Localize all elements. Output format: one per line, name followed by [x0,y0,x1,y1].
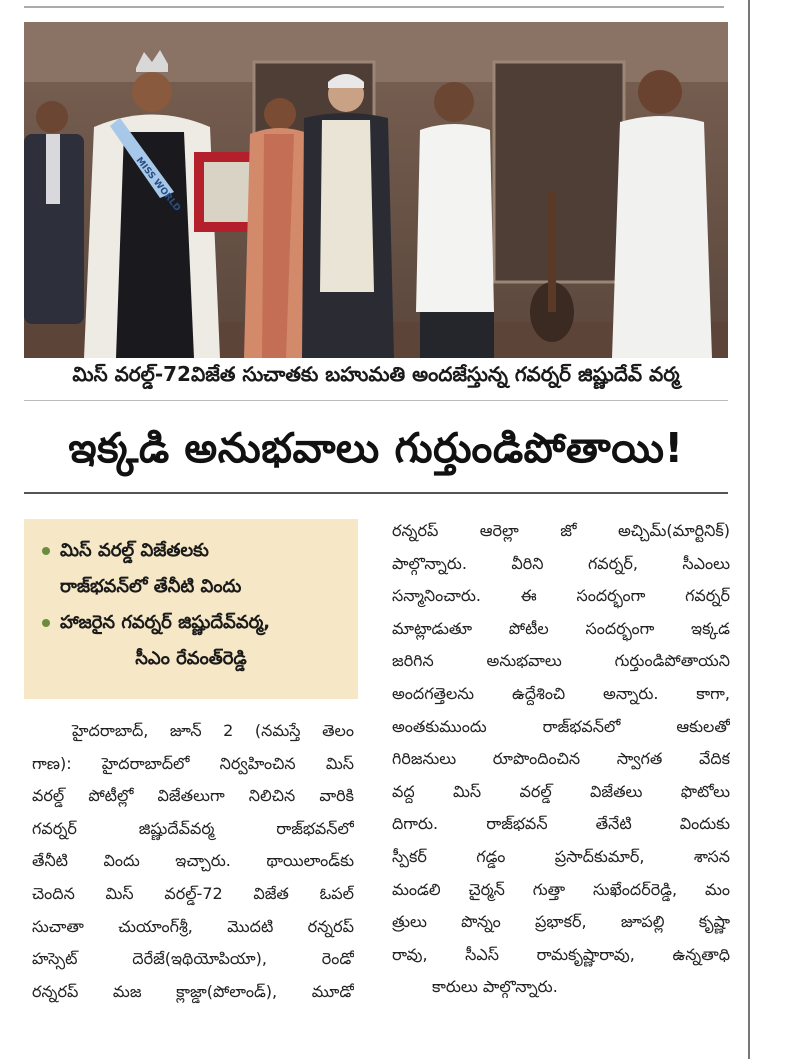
body-line: వద్ద మిస్ వరల్డ్ విజేతలు ఫొటోలు [392,781,730,801]
bullet-icon [42,619,50,627]
highlight-line: రాజ్‌భవన్‌లో తేనీటి విందు [60,576,242,597]
body-line: గాణ): హైదరాబాద్‌లో నిర్వహించిన మిస్ [32,753,354,773]
headline: ఇక్కడి అనుభవాలు గుర్తుండిపోతాయి! [68,424,684,472]
body-line: రన్నరప్ మజ క్లాజ్డా(పోలాండ్), మూడో [32,981,354,1001]
news-photo [24,22,728,358]
body-line: సుచాతా చుయాంగ్‌శ్రీ, మొదటి రన్నరప్ [32,916,354,936]
bullet-icon [42,547,50,555]
body-line: హస్సెట్ దెరేజే(ఇథియోపియా), రెండో [32,949,354,969]
body-line: అందగత్తెలను ఉద్దేశించి అన్నారు. కాగా, [392,683,730,703]
body-line: జరిగిన అనుభవాలు గుర్తుండిపోతాయని [392,651,730,671]
body-line: కారులు పాల్గొన్నారు. [432,977,558,997]
body-line: తేనీటి విందు ఇచ్చారు. థాయిలాండ్‌కు [32,851,354,871]
article-column-right [392,515,730,1004]
body-line: రావు, సీఎస్ రామకృష్ణారావు, ఉన్నతాధి [392,944,730,964]
top-rule [24,6,724,8]
sash-text: MISS WORLD [133,155,182,214]
body-line: మండలి చైర్మన్ గుత్తా సుఖేందర్‌రెడ్డి, మం [392,879,730,899]
highlights-box [24,519,358,699]
headline-divider [24,492,728,494]
body-line: గవర్నర్ జిష్ణుదేవ్‌వర్మ రాజ్‌భవన్‌లో [32,818,354,838]
article-column-left [32,715,354,1008]
body-line: స్పీకర్ గడ్డం ప్రసాద్‌కుమార్, శాసన [392,846,730,866]
body-line: చెందిన మిస్ వరల్డ్-72 విజేత ఓపల్ [32,883,354,903]
body-line: దిగారు. రాజ్‌భవన్ తేనేటి విందుకు [392,814,730,834]
highlight-line: హాజరైన గవర్నర్ జిష్ణుదేవ్‌వర్మ, [60,612,271,633]
body-line: అంతకుముందు రాజ్‌భవన్‌లో ఆకులతో [392,716,730,736]
body-line: పాల్గొన్నారు. వీరిని గవర్నర్, సీఎంలు [392,553,730,573]
column-rule [748,0,750,1059]
photo-caption: మిస్ వరల్డ్-72విజేత సుచాతకు బహుమతి అందజేస్తున్న గవర్నర్ జిష్ణుదేవ్ వర్మ [72,362,680,386]
body-line: మాట్లాడుతూ పోటీల సందర్భంగా ఇక్కడ [392,618,730,638]
body-line: హైదరాబాద్, జూన్ 2 (నమస్తే తెలం [72,721,354,740]
body-line: గిరిజనులు రూపొందించిన స్వాగత వేదిక [392,749,730,769]
caption-divider [24,400,728,401]
highlight-item [34,605,348,677]
highlight-item [34,533,348,605]
body-line: వరల్డ్ పోటీల్లో విజేతలుగా నిలిచిన వారికి [32,786,354,806]
body-line: త్రులు పొన్నం ప్రభాకర్, జూపల్లి కృష్ణా [392,912,730,932]
highlight-line: మిస్ వరల్డ్ విజేతలకు [60,540,209,561]
body-line: రన్నరప్ ఆరెల్లా జో అచ్చిమ్(మార్టినిక్) [392,521,730,540]
body-line: సన్మానించారు. ఈ సందర్భంగా గవర్నర్ [392,586,730,606]
highlight-line: సీఎం రేవంత్‌రెడ్డి [135,648,247,669]
